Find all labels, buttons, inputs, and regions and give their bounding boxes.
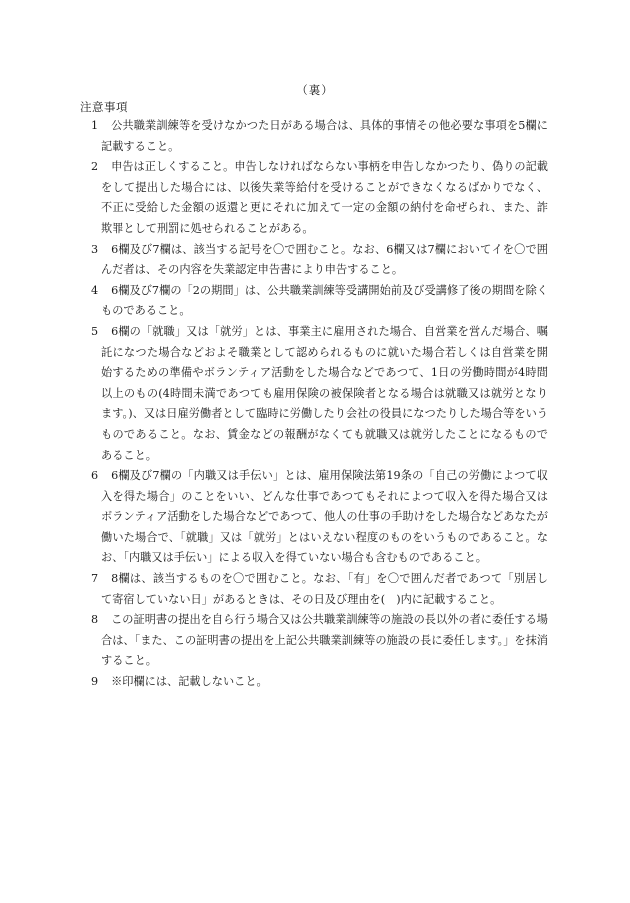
note-number: 6 (91, 469, 99, 483)
note-number: 8 (91, 613, 99, 627)
note-item (90, 240, 548, 281)
note-item (90, 466, 548, 569)
note-text: 6欄及び7欄の「2の期間」は、公共職業訓練等受講開始前及び受講修了後の期間を除くものであること。 (101, 283, 548, 318)
note-number: 1 (91, 119, 99, 132)
note-text: 公共職業訓練等を受けなかつた日がある場合は、具体的事情その他必要な事項を5欄に記載すること。 (101, 119, 548, 153)
notes-list (90, 116, 548, 693)
note-number: 5 (91, 324, 99, 338)
note-text: 申告は正しくすること。申告しなければならない事柄を申告しなかつたり、偽りの記載をして提出した場合には、以後失業等給付を受けることができなくなるばかりでなく、不正に受給した金額の返還と更にそれに加えて一定の金額の納付を命ぜられ、また、詐欺罪として刑罰に処せられることがある。 (101, 160, 548, 235)
notes-heading: 注意事項 (80, 100, 128, 114)
note-number: 4 (91, 283, 99, 297)
note-item (90, 672, 548, 693)
note-number: 7 (91, 572, 99, 586)
note-text: ※印欄には、記載しないこと。 (111, 675, 268, 689)
note-item (90, 157, 548, 239)
note-item (90, 281, 548, 322)
note-number: 2 (91, 160, 99, 174)
note-text: 6欄の「就職」又は「就労」とは、事業主に雇用された場合、自営業を営んだ場合、嘱託になつた場合などおよそ職業として認められるものに就いた場合若しくは自営業を開始するための準備やボランティア活動をした場合などであつて、1日の労働時間が4時間以上のもの(4時間未満であつても雇用保険の被保険者となる場合は就職又は就労となります。)、又は日雇労働者として臨時に労働したり会社の役員になつたりした場合等をいうものであること。なお、賃金などの報酬がなくても就職又は就労したことになるものであること。 (101, 324, 548, 462)
note-item (90, 116, 548, 157)
note-item (90, 569, 548, 610)
note-number: 9 (91, 675, 99, 689)
note-text: 6欄及び7欄の「内職又は手伝い」とは、雇用保険法第19条の「自己の労働によつて収入を得た場合」のことをいい、どんな仕事であつてもそれによつて収入を得た場合又はボランティア活動をした場合などであつて、他人の仕事の手助けをした場合などあなたが働いた場合で、「就職」又は「就労」とはいえない程度のものをいうものであること。なお、「内職又は手伝い」による収入を得ていない場合も含むものであること。 (101, 469, 548, 565)
note-item (90, 610, 548, 672)
note-text: この証明書の提出を自ら行う場合又は公共職業訓練等の施設の長以外の者に委任する場合は、「また、この証明書の提出を上記公共職業訓練等の施設の長に委任します。」を抹消すること。 (101, 613, 548, 668)
note-number: 3 (91, 242, 99, 256)
note-text: 6欄及び7欄は、該当する記号を〇で囲むこと。なお、6欄又は7欄においてイを〇で囲んだ者は、その内容を失業認定申告書により申告すること。 (101, 242, 548, 277)
note-text: 8欄は、該当するものを〇で囲むこと。なお、「有」を〇で囲んだ者であつて「別居して寄宿していない日」があるときは、その日及び理由を( )内に記載すること。 (101, 572, 548, 606)
page-side-label: （裏） (296, 83, 334, 97)
note-item (90, 322, 548, 466)
